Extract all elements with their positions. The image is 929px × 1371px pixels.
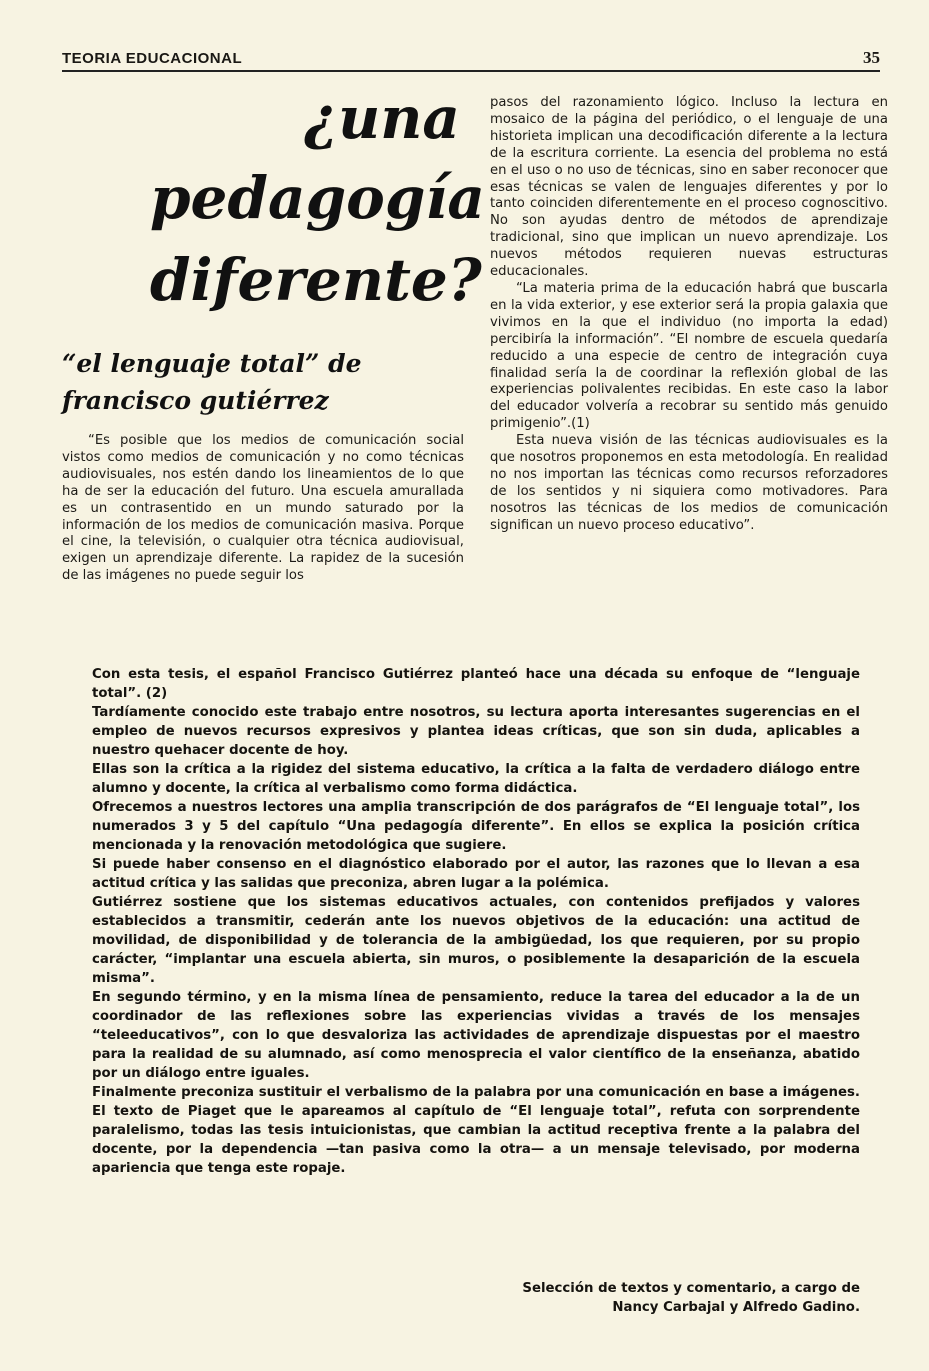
article-subtitle xyxy=(62,345,402,419)
title-line-1: ¿una xyxy=(304,84,460,152)
commentary-paragraph: Gutiérrez sostiene que los sistemas educativos actuales, con contenidos prefijados y valores establecidos a transmitir, cederán ante los nuevos objetivos de la educación: una actitud de movilidad, de disponibilidad y de tolerancia de la ambigüedad, los que requieren, por su propio carácter, “implantar una escuela abierta, sin muros, o posiblemente la desaparición de la escuela misma”. xyxy=(92,895,860,986)
title-line-2: pedagogía xyxy=(150,164,486,232)
commentary-paragraph: Con esta tesis, el español Francisco Gutiérrez planteó hace una década su enfoque de “lenguaje total”. (2) xyxy=(92,667,860,701)
left-column xyxy=(62,433,464,585)
right-paragraph: Esta nueva visión de las técnicas audiovisuales es la que nosotros proponemos en esta metodología. En realidad no nos importan las técnicas como recursos reforzadores de los sentidos y ni siquiera como motivadores. Para nosotros las técnicas de los medios de comunicación significan un nuevo proceso educativo”. xyxy=(490,433,888,533)
credits xyxy=(500,1279,860,1317)
subtitle-line-1: “el lenguaje total” de xyxy=(62,349,362,378)
right-paragraph: “La materia prima de la educación habrá que buscarla en la vida exterior, y ese exterior será la propia galaxia que vivimos en la que el individuo (no importa la edad) percibiría la información”. “El nombre de escuela quedaría reducido a una especie de centro de integración cuya finalidad sería la de coordinar la reflexión global de las experiencias polivalentes recibidas. En este caso la labor del educador volvería a recobrar su sentido más genuido primigenio”.(1) xyxy=(490,280,888,432)
left-paragraph: “Es posible que los medios de comunicación social vistos como medios de comunicación y no como técnicas audiovisuales, nos estén dando los lineamientos de lo que ha de ser la educación del futuro. Una escuela amurallada es un contrasentido en un mundo saturado por la información de los medios de comunicación masiva. Porque el cine, la televisión, o cualquier otra técnica audiovisual, exigen un aprendizaje diferente. La rapidez de la sucesión de las imágenes no puede seguir los xyxy=(62,433,464,584)
section-label: TEORIA EDUCACIONAL xyxy=(62,50,243,67)
title-line-3: diferente? xyxy=(150,246,482,314)
credits-line-2: Nancy Carbajal y Alfredo Gadino. xyxy=(612,1300,860,1315)
page-number: 35 xyxy=(863,48,880,67)
subtitle-line-2: francisco gutiérrez xyxy=(62,386,329,415)
commentary-paragraph: En segundo término, y en la misma línea de pensamiento, reduce la tarea del educador a la de un coordinador de las reflexiones sobre las experiencias vividas a través de los mensajes “teleeducativos”, con lo que desvaloriza las actividades de aprendizaje dispuestas por el maestro para la realidad de su alumnado, así como menosprecia el valor científico de la enseñanza, abatido por un diálogo entre iguales. xyxy=(92,990,860,1081)
commentary-paragraph: Ellas son la crítica a la rigidez del sistema educativo, la crítica a la falta de verdadero diálogo entre alumno y docente, la crítica al verbalismo como forma didáctica. xyxy=(92,762,860,796)
commentary-paragraph: Finalmente preconiza sustituir el verbalismo de la palabra por una comunicación en base a imágenes. El texto de Piaget que le apareamos al capítulo de “El lenguaje total”, refuta con sorprendente paralelismo, todas las tesis intuicionistas, que cambian la actitud receptiva frente a la palabra del docente, por la dependencia —tan pasiva como la otra— a un mensaje televisado, por moderna apariencia que tenga este ropaje. xyxy=(92,1085,860,1176)
credits-line-1: Selección de textos y comentario, a cargo de xyxy=(522,1281,860,1296)
page-header xyxy=(62,48,880,72)
commentary-block xyxy=(92,665,860,1178)
commentary-paragraph: Tardíamente conocido este trabajo entre nosotros, su lectura aporta interesantes sugerencias en el empleo de nuevos recursos expresivos y plantea ideas críticas, que son sin duda, aplicables a nuestro quehacer docente de hoy. xyxy=(92,705,860,758)
right-column xyxy=(490,95,888,535)
right-paragraph: pasos del razonamiento lógico. Incluso la lectura en mosaico de la página del periódico, o el lenguaje de una historieta implican una decodificación diferente a la lectura de la escritura corriente. La esencia del problema no está en el uso o no uso de técnicas, sino en saber reconocer que esas técnicas se valen de lenguajes diferentes y por lo tanto coinciden diferentemente en el proceso cognoscitivo. No son ayudas dentro de métodos de aprendizaje tradicional, sino que implican un nuevo aprendizaje. Los nuevos métodos requieren nuevas estructuras educacionales. xyxy=(490,95,888,280)
commentary-paragraph: Ofrecemos a nuestros lectores una amplia transcripción de dos parágrafos de “El lenguaje total”, los numerados 3 y 5 del capítulo “Una pedagogía diferente”. En ellos se explica la posición crítica mencionada y la renovación metodológica que sugiere. xyxy=(92,800,860,853)
commentary-paragraph: Si puede haber consenso en el diagnóstico elaborado por el autor, las razones que lo llevan a esa actitud crítica y las salidas que preconiza, abren lugar a la polémica. xyxy=(92,857,860,891)
